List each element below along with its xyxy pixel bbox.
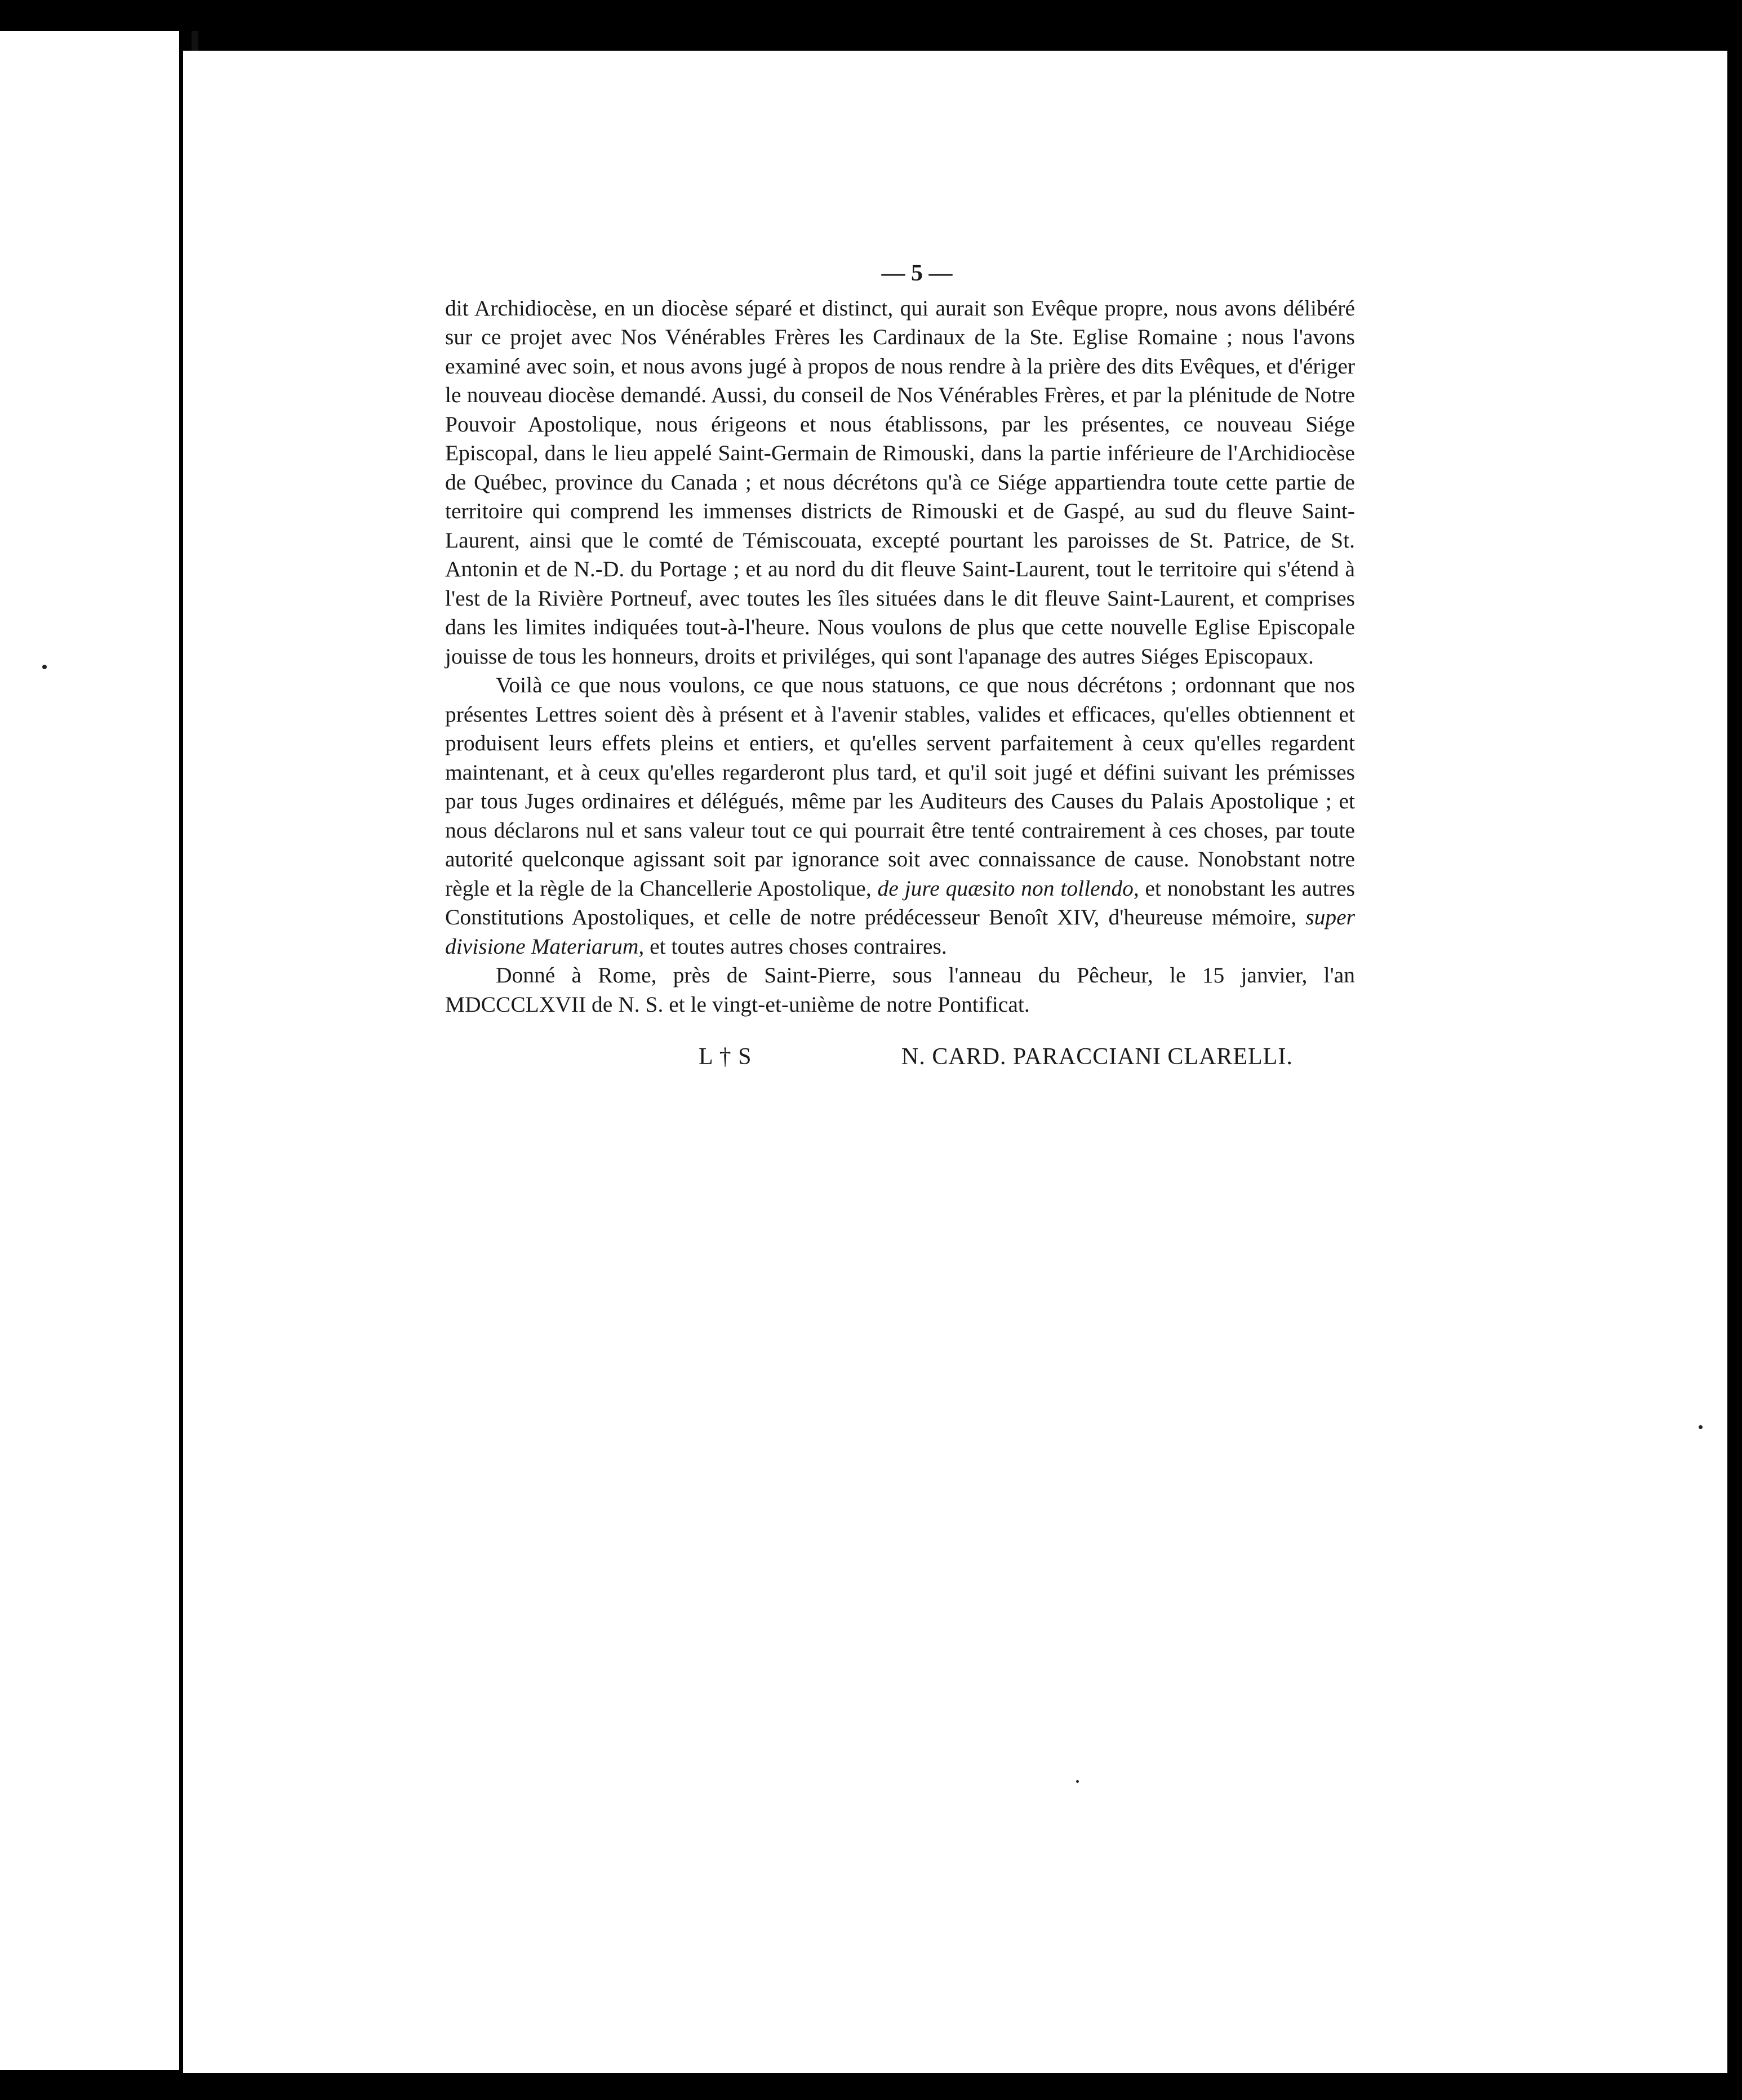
page-number: — 5 — <box>881 260 953 286</box>
decree-text-a: Voilà ce que nous voulons, ce que nous statuons, ce que nous décrétons ; ordonnant que nos présentes Lettres soient dès à présent et à l'avenir stables, valides et efficaces, qu'elles obtiennent et produisent leurs effets pleins et entiers, et qu'elles servent parfaitement à ceux qu'elles regardent maintenant, et à ceux qu'elles regarderont plus tard, et qu'il soit jugé et défini suivant les prémisses par tous Juges ordinaires et délégués, même par les Auditeurs des Causes du Palais Apostolique ; et nous déclarons nul et sans valeur tout ce qui pourrait être tenté contrairement à ces choses, par toute autorité quelconque agissant soit par ignorance soit avec connaissance de cause. Nonobstant notre règle et la règle de la Chancellerie Apostolique, <box>445 673 1355 901</box>
signer-name: N. CARD. PARACCIANI CLARELLI. <box>901 1044 1293 1070</box>
paragraph-dating: Donné à Rome, près de Saint-Pierre, sous l'anneau du Pêcheur, le 15 janvier, l'an MDCCCLXVII de N. S. et le vingt-et-unième de notre Pontificat. <box>445 963 1355 1017</box>
left-page-fragment <box>0 31 179 2070</box>
speck-mark <box>1076 1780 1079 1783</box>
signature-line <box>445 1043 1355 1072</box>
right-scan-edge <box>1727 51 1742 2073</box>
speck-mark <box>42 665 47 669</box>
seal-mark: L † S <box>699 1044 752 1070</box>
latin-phrase-2: super divisione Materiarum, <box>445 905 1356 959</box>
decree-text-b: et nonobstant les autres Constitutions Apostoliques, et celle de notre prédécesseur Benoît XIV, d'heureuse mémoire, <box>445 875 1355 929</box>
speck-mark <box>1699 1425 1703 1429</box>
paragraph-decree <box>445 671 1355 961</box>
document-body <box>445 259 1355 1072</box>
paragraph-erection: dit Archidiocèse, en un diocèse séparé et distinct, qui aurait son Evêque propre, nous avons délibéré sur ce projet avec Nos Vénérables Frères les Cardinaux de la Ste. Eglise Romaine ; nous l'avons examiné avec soin, et nous avons jugé à propos de nous rendre à la prière des dits Evêques, et d'ériger le nouveau diocèse demandé. Aussi, du conseil de Nos Vénérables Frères, et par la plénitude de Notre Pouvoir Apostolique, nous érigeons et nous établissons, par les présentes, ce nouveau Siége Episcopal, dans le lieu appelé Saint-Germain de Rimouski, dans la partie inférieure de l'Archidiocèse de Québec, province du Canada ; et nous décrétons qu'à ce Siége appartiendra toute cette partie de territoire qui comprend les immenses districts de Rimouski et de Gaspé, au sud du fleuve Saint-Laurent, ainsi que le comté de Témiscouata, excepté pourtant les paroisses de St. Patrice, de St. Antonin et de N.-D. du Portage ; et au nord du dit fleuve Saint-Laurent, tout le territoire qui s'étend à l'est de la Rivière Portneuf, avec toutes les îles situées dans le dit fleuve Saint-Laurent, et comprises dans les limites indiquées tout-à-l'heure. Nous voulons de plus que cette nouvelle Eglise Episcopale jouisse de tous les honneurs, droits et priviléges, qui sont l'apanage des autres Siéges Episcopaux. <box>445 295 1355 669</box>
latin-phrase-1: de jure quæsito non tollendo, <box>877 875 1139 901</box>
decree-text-c: et toutes autres choses contraires. <box>650 933 947 959</box>
